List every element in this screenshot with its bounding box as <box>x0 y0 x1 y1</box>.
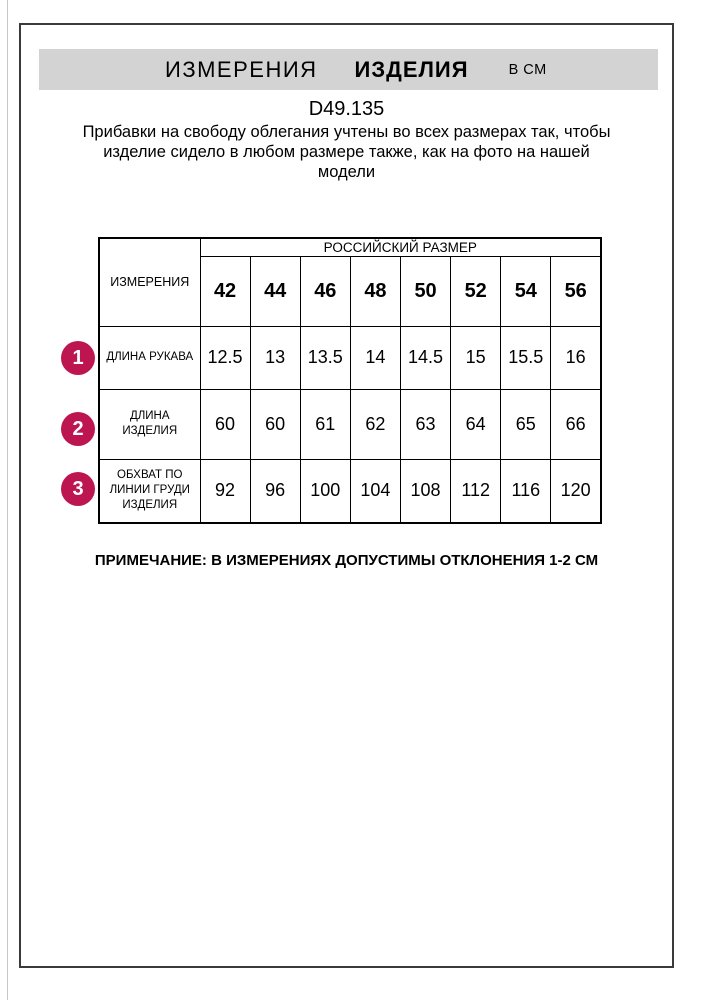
size-header: 42 <box>200 256 250 326</box>
measurement-value: 62 <box>350 389 400 459</box>
measurement-label: ДЛИНА РУКАВА <box>99 326 200 389</box>
measurement-value: 65 <box>501 389 551 459</box>
measurement-value: 92 <box>200 459 250 523</box>
measurement-value: 60 <box>250 389 300 459</box>
measurement-label: ДЛИНА ИЗДЕЛИЯ <box>99 389 200 459</box>
measurement-value: 96 <box>250 459 300 523</box>
measurement-value: 61 <box>300 389 350 459</box>
page-title-product: ИЗДЕЛИЯ <box>354 56 469 82</box>
size-header: 52 <box>451 256 501 326</box>
row-marker: 2 <box>61 412 95 446</box>
size-table <box>98 237 602 524</box>
measurement-value: 116 <box>501 459 551 523</box>
measurement-value: 14.5 <box>401 326 451 389</box>
measurement-value: 104 <box>350 459 400 523</box>
table-group-header: РОССИЙСКИЙ РАЗМЕР <box>200 238 601 256</box>
measurement-value: 14 <box>350 326 400 389</box>
measurement-value: 64 <box>451 389 501 459</box>
sheet-border <box>19 23 674 968</box>
measurement-value: 120 <box>551 459 601 523</box>
size-header: 48 <box>350 256 400 326</box>
title-band <box>39 49 658 90</box>
page-title-unit: В СМ <box>508 61 547 78</box>
size-header: 46 <box>300 256 350 326</box>
fit-description-line: модели <box>317 163 376 181</box>
table-row <box>99 459 601 523</box>
fit-description-line: Прибавки на свободу облегания учтены во всех размерах так, чтобы <box>82 123 611 141</box>
measurement-value: 66 <box>551 389 601 459</box>
row-marker: 1 <box>61 341 95 375</box>
fit-description <box>21 122 672 182</box>
measurement-value: 12.5 <box>200 326 250 389</box>
page-title-measurements: ИЗМЕРЕНИЯ <box>165 56 318 82</box>
table-row <box>99 389 601 459</box>
measurement-value: 100 <box>300 459 350 523</box>
measurement-value: 13.5 <box>300 326 350 389</box>
row-marker: 3 <box>61 472 95 506</box>
measurement-label: ОБХВАТ ПО ЛИНИИ ГРУДИ ИЗДЕЛИЯ <box>99 459 200 523</box>
measurement-value: 108 <box>401 459 451 523</box>
table-corner-header: ИЗМЕРЕНИЯ <box>99 238 200 326</box>
measurement-value: 13 <box>250 326 300 389</box>
size-header: 44 <box>250 256 300 326</box>
size-header: 50 <box>401 256 451 326</box>
size-header: 56 <box>551 256 601 326</box>
measurement-value: 60 <box>200 389 250 459</box>
measurement-value: 15 <box>451 326 501 389</box>
tolerance-note: ПРИМЕЧАНИЕ: В ИЗМЕРЕНИЯХ ДОПУСТИМЫ ОТКЛОНЕНИЯ 1-2 СМ <box>94 552 599 569</box>
measurement-value: 63 <box>401 389 451 459</box>
measurement-value: 15.5 <box>501 326 551 389</box>
article-number: D49.135 <box>308 98 385 120</box>
table-row <box>99 326 601 389</box>
fit-description-line: изделие сидело в любом размере также, как на фото на нашей <box>103 143 590 161</box>
measurement-value: 112 <box>451 459 501 523</box>
page-edge-line <box>7 0 8 1000</box>
measurement-value: 16 <box>551 326 601 389</box>
size-header: 54 <box>501 256 551 326</box>
